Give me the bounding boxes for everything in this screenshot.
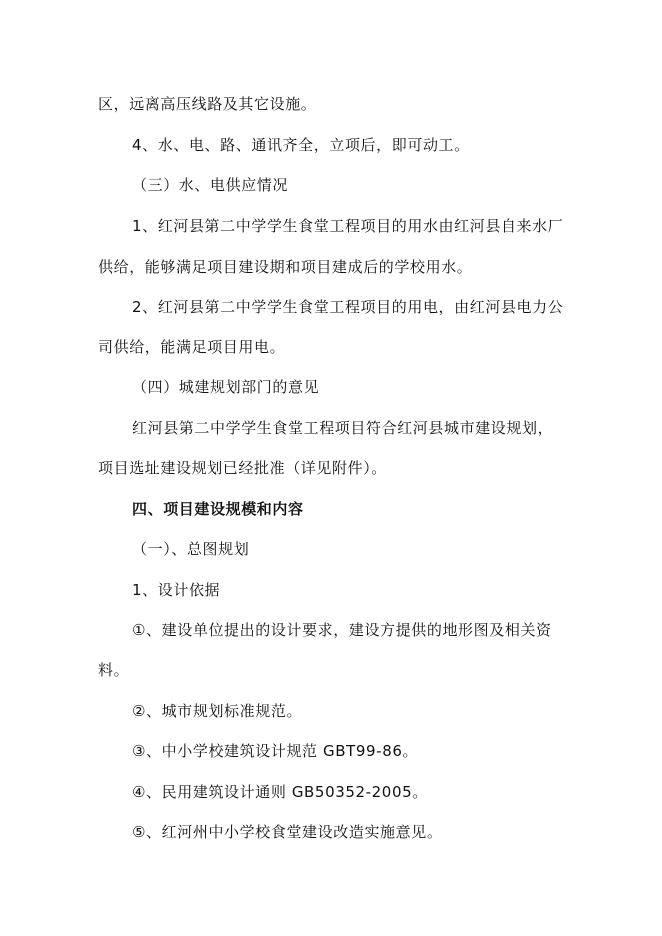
text-line-5: 供给，能够满足项目建设期和项目建成后的学校用水。 xyxy=(98,258,473,276)
text-line-1: 区，远离高压线路及其它设施。 xyxy=(98,95,317,113)
text-line-9: 红河县第二中学学生食堂工程项目符合红河县城市建设规划， xyxy=(132,419,554,437)
subheading-design-basis: 1、设计依据 xyxy=(132,581,221,599)
text-line-6: 2、红河县第二中学学生食堂工程项目的用电，由红河县电力公 xyxy=(132,298,564,316)
list-item-4: ④、民用建筑设计通则 GB50352-2005。 xyxy=(132,783,428,801)
list-item-5: ⑤、红河州中小学校食堂建设改造实施意见。 xyxy=(132,823,443,841)
text-line-4: 1、红河县第二中学学生食堂工程项目的用水由红河县自来水厂 xyxy=(132,217,564,235)
text-line-10: 项目选址建设规划已经批准（详见附件）。 xyxy=(98,459,387,477)
text-line-7: 司供给，能满足项目用电。 xyxy=(98,338,286,356)
section-heading-planning: （四）城建规划部门的意见 xyxy=(132,378,320,396)
section-heading-master-plan: （一）、总图规划 xyxy=(132,540,250,558)
section-heading-water-power: （三）水、电供应情况 xyxy=(132,176,289,194)
list-item-2: ②、城市规划标准规范。 xyxy=(132,702,303,720)
list-item-3: ③、中小学校建筑设计规范 GBT99-86。 xyxy=(132,742,419,760)
list-item-1-continued: 料。 xyxy=(98,661,130,679)
text-line-2: 4、水、电、路、通讯齐全，立项后，即可动工。 xyxy=(132,136,470,154)
list-item-1: ①、建设单位提出的设计要求，建设方提供的地形图及相关资 xyxy=(132,621,552,639)
chapter-heading-scale: 四、项目建设规模和内容 xyxy=(132,500,304,518)
